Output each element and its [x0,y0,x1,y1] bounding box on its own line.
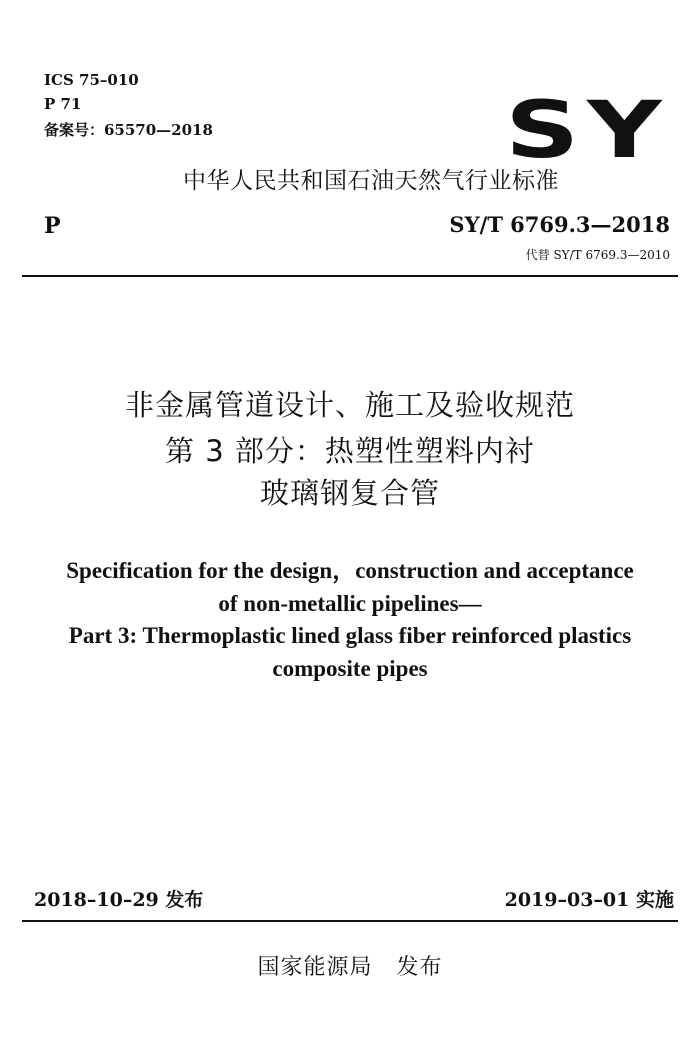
sy-logo: SY [505,86,670,176]
title-zh-line-2: 第 3 部分：热塑性塑料内衬 [165,434,535,468]
issuer-name: 国家能源局 [257,955,373,980]
replaces-note: 代替 SY/T 6769.3—2010 [525,248,670,262]
title-en-line-3: Part 3: Thermoplastic lined glass fiber reinforced plastics [68,623,632,648]
issuer-action: 发布 [396,955,443,980]
issue-date: 2018–10–29 发布 [34,889,204,911]
standard-title: 中华人民共和国石油天然气行业标准 [183,168,559,194]
header-divider [22,275,678,277]
title-en-line-1: Specification for the design，construction and acceptance [66,558,634,583]
standard-number: SY/T 6769.3—2018 [449,212,670,237]
footer-divider [22,920,678,922]
title-en-line-4: composite pipes [272,656,428,681]
title-zh-line-1: 非金属管道设计、施工及验收规范 [124,388,575,422]
issuer-line [0,953,700,983]
filing-number: 备案号：65570—2018 [44,121,213,139]
title-en-line-2: of non-metallic pipelines— [218,591,482,616]
category-code: P 71 [44,95,82,113]
title-zh-line-3: 玻璃钢复合管 [259,476,440,510]
ics-code: ICS 75–010 [44,71,139,89]
effective-date: 2019–03–01 实施 [504,889,674,911]
category-letter: P [44,213,61,239]
